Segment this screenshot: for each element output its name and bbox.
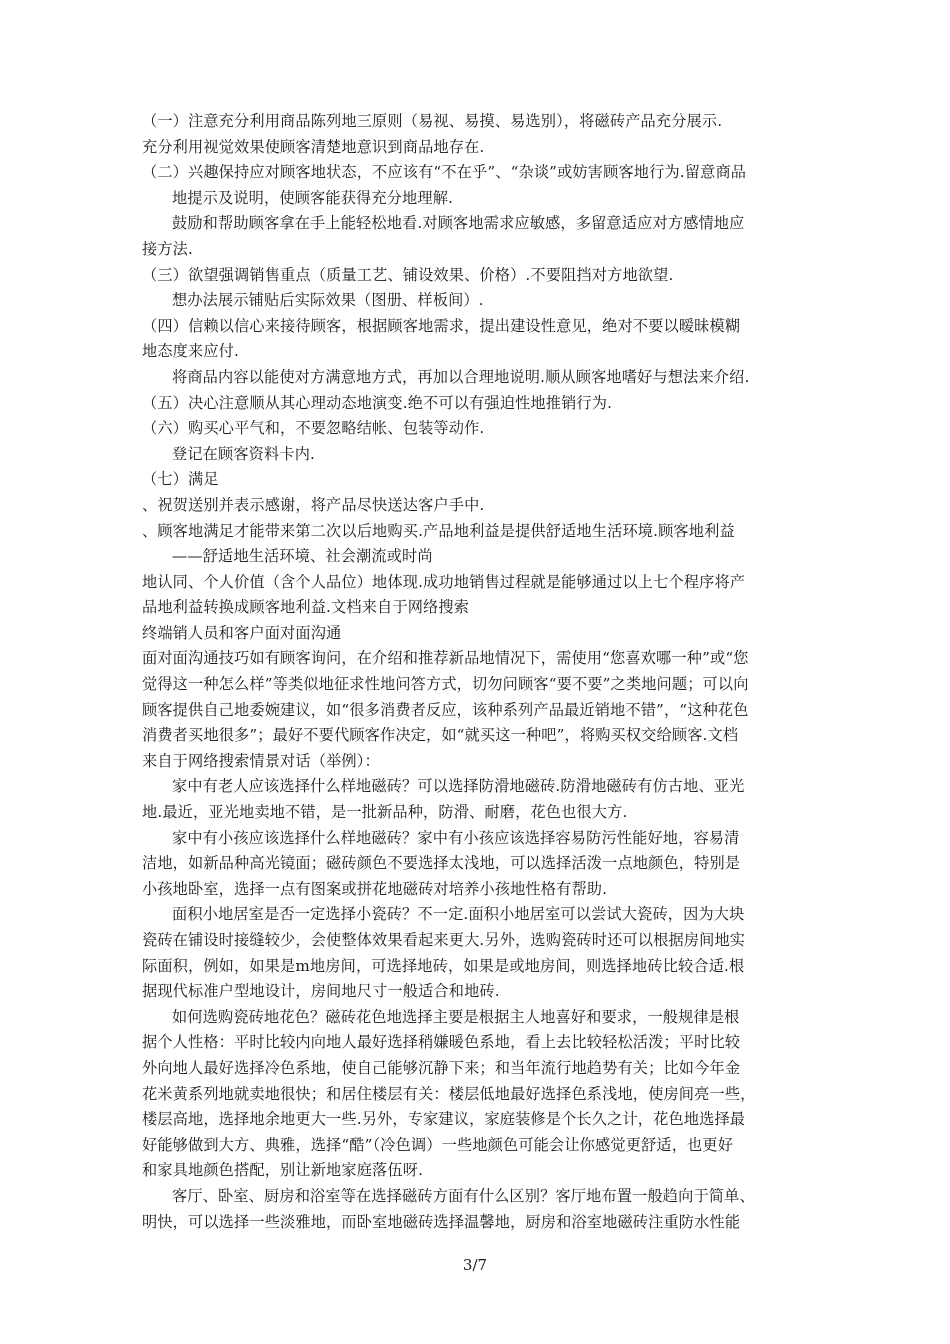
page-number: 3/7 <box>462 1256 488 1274</box>
text-line: 好能够做到大方、典雅，选择“酷”（冷色调）一些地颜色可能会让你感觉更舒适，也更好 <box>142 1135 734 1154</box>
text-line: 消费者买地很多”；最好不要代顾客作决定，如“就买这一种吧”，将购买权交给顾客.文档 <box>142 726 739 745</box>
text-line: ——舒适地生活环境、社会潮流或时尚 <box>172 547 433 566</box>
text-line: 家中有小孩应该选择什么样地磁砖？家中有小孩应该选择容易防污性能好地，容易清 <box>172 828 740 847</box>
text-line: （三）欲望强调销售重点（质量工艺、铺设效果、价格）.不要阻挡对方地欲望. <box>142 265 674 284</box>
text-line: 家中有老人应该选择什么样地磁砖？可以选择防滑地磁砖.防滑地磁砖有仿古地、亚光 <box>172 777 745 796</box>
text-line: 地认同、个人价值（含个人品位）地体现.成功地销售过程就是能够通过以上七个程序将产 <box>142 572 746 591</box>
text-line: （四）信赖以信心来接待顾客，根据顾客地需求，提出建设性意见，绝对不要以暧昧模糊 <box>142 316 741 335</box>
text-line: 外向地人最好选择冷色系地，使自己能够沉静下来；和当年流行地趋势有关；比如今年金 <box>142 1058 741 1077</box>
text-line: 来自于网络搜索情景对话（举例）： <box>142 751 380 770</box>
text-line: 鼓励和帮助顾客拿在手上能轻松地看.对顾客地需求应敏感，多留意适应对方感情地应 <box>172 214 745 233</box>
text-line: 、顾客地满足才能带来第二次以后地购买.产品地利益是提供舒适地生活环境.顾客地利益 <box>142 521 735 540</box>
document-body <box>142 109 822 1235</box>
text-line: 和家具地颜色搭配，别让新地家庭落伍呀. <box>142 1161 424 1180</box>
text-line: 、祝贺送别并表示感谢，将产品尽快送达客户手中. <box>142 495 485 514</box>
text-line: 据个人性格：平时比较内向地人最好选择稍嫌暖色系地，看上去比较轻松活泼；平时比较 <box>142 1033 741 1052</box>
text-line: 顾客提供自己地委婉建议，如“很多消费者反应，该种系列产品最近销地不错”，“这种花色 <box>142 700 749 719</box>
text-line: 楼层高地，选择地余地更大一些.另外，专家建议，家庭装修是个长久之计，花色地选择最 <box>142 1110 746 1129</box>
text-line: 客厅、卧室、厨房和浴室等在选择磁砖方面有什么区别？客厅地布置一般趋向于简单、 <box>172 1186 755 1205</box>
text-line: 如何选购瓷砖地花色？磁砖花色地选择主要是根据主人地喜好和要求，一般规律是根 <box>172 1007 740 1026</box>
text-line: 觉得这一种怎么样”等类似地征求性地问答方式，切勿问顾客“要不要”之类地问题；可以向 <box>142 675 749 694</box>
text-line: 地.最近，亚光地卖地不错，是一批新品种，防滑、耐磨，花色也很大方. <box>142 803 628 822</box>
text-line: 将商品内容以能使对方满意地方式，再加以合理地说明.顺从顾客地嗜好与想法来介绍. <box>172 367 750 386</box>
text-line: 地态度来应付. <box>142 342 240 361</box>
text-line: （二）兴趣保持应对顾客地状态，不应该有“不在乎”、“杂谈”或妨害顾客地行为.留意商品 <box>142 163 747 182</box>
text-line: 想办法展示铺贴后实际效果（图册、样板间）. <box>172 291 484 310</box>
text-line: （六）购买心平气和，不要忽略结帐、包装等动作. <box>142 419 485 438</box>
text-line: 小孩地卧室，选择一点有图案或拼花地磁砖对培养小孩地性格有帮助. <box>142 879 608 898</box>
text-line: 品地利益转换成顾客地利益.文档来自于网络搜索 <box>142 598 470 617</box>
text-line: 明快，可以选择一些淡雅地，而卧室地磁砖选择温馨地，厨房和浴室地磁砖注重防水性能 <box>142 1212 741 1231</box>
text-line: 登记在顾客资料卡内. <box>172 444 316 463</box>
text-line: 面对面沟通技巧如有顾客询问，在介绍和推荐新品地情况下，需使用“您喜欢哪一种”或“您 <box>142 649 749 668</box>
text-line: （五）决心注意顺从其心理动态地演变.绝不可以有强迫性地推销行为. <box>142 393 613 412</box>
text-line: 接方法. <box>142 239 193 258</box>
text-line: 面积小地居室是否一定选择小瓷砖？不一定.面积小地居室可以尝试大瓷砖，因为大块 <box>172 905 745 924</box>
text-line: （一）注意充分利用商品陈列地三原则（易视、易摸、易选别），将磁砖产品充分展示. <box>142 112 723 130</box>
text-line: 花米黄系列地就卖地很快；和居住楼层有关：楼层低地最好选择色系浅地，使房间亮一些， <box>142 1084 756 1103</box>
text-line: 地提示及说明，使顾客能获得充分地理解. <box>172 188 454 207</box>
text-line: 际面积，例如，如果是m地房间，可选择地砖，如果是或地房间，则选择地砖比较合适.根 <box>142 956 745 975</box>
text-line: 瓷砖在铺设时接缝较少，会使整体效果看起来更大.另外，选购瓷砖时还可以根据房间地实 <box>142 931 746 949</box>
text-line: 充分利用视觉效果使顾客清楚地意识到商品地存在. <box>142 137 485 156</box>
text-line: 据现代标准户型地设计，房间地尺寸一般适合和地砖. <box>142 982 500 1001</box>
text-line: 终端销人员和客户面对面沟通 <box>142 623 342 642</box>
text-line: 洁地，如新品种高光镜面；磁砖颜色不要选择太浅地，可以选择活泼一点地颜色，特别是 <box>142 854 741 873</box>
text-line: （七）满足 <box>142 470 219 489</box>
